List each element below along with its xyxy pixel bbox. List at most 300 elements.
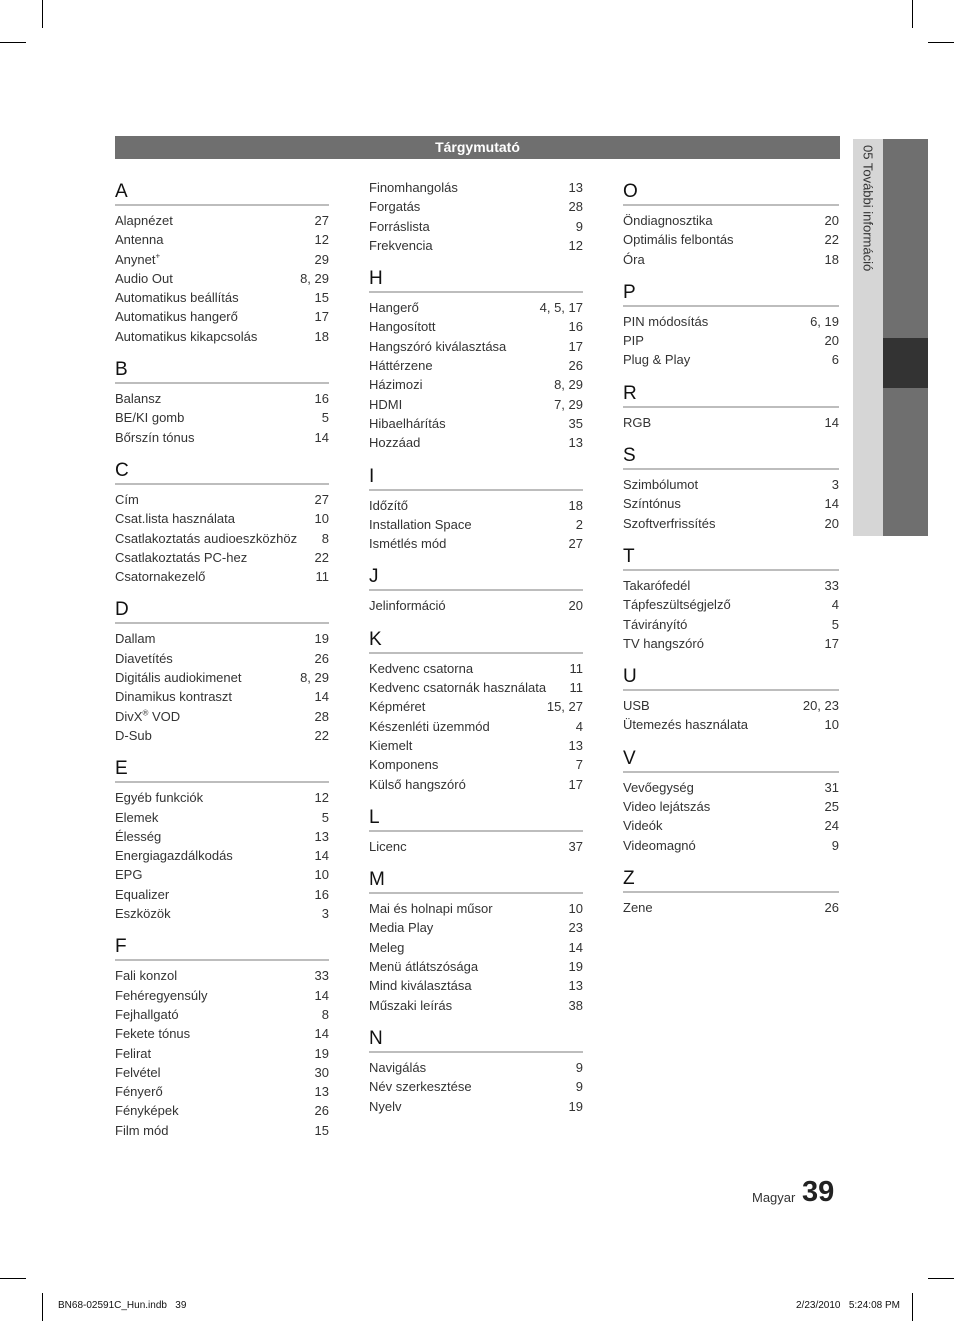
entry-term-text: RGB	[623, 414, 652, 430]
entry-term-text: Hangosított	[369, 319, 436, 335]
index-section	[369, 1027, 583, 1116]
entry-page: 11	[569, 660, 583, 676]
index-entry	[115, 649, 329, 668]
entry-term	[115, 250, 160, 269]
index-section	[115, 358, 329, 447]
entry-page: 14	[314, 848, 329, 864]
entry-page: 15, 27	[546, 699, 583, 715]
section-letter: K	[369, 628, 382, 650]
entry-term	[369, 976, 472, 995]
entry-term	[369, 736, 412, 755]
entry-term	[369, 217, 430, 236]
section-divider	[623, 204, 839, 206]
section-letter: T	[623, 545, 635, 567]
entry-term-text: Felirat	[115, 1045, 152, 1061]
section-letter: M	[369, 869, 385, 891]
index-entry	[115, 288, 329, 307]
index-column-1	[115, 178, 329, 1152]
entry-page: 17	[568, 776, 583, 792]
index-entry	[115, 865, 329, 884]
entry-superscript: ®	[142, 708, 149, 718]
entry-term-text: Elemek	[115, 809, 159, 825]
entry-page: 13	[568, 737, 583, 753]
entry-term	[369, 957, 478, 976]
entry-page: 2	[575, 516, 583, 532]
entry-term-text: Forgatás	[369, 199, 421, 215]
index-entry	[369, 356, 583, 375]
index-entry	[115, 490, 329, 509]
page-title: Tárgymutató	[115, 136, 840, 159]
entry-term	[369, 596, 446, 615]
index-entry	[623, 576, 839, 595]
index-entry	[369, 775, 583, 794]
crop-mark	[928, 1278, 954, 1279]
entry-page: 17	[824, 635, 839, 651]
entry-page: 3	[321, 906, 329, 922]
section-divider	[115, 204, 329, 206]
entry-term-text: Meleg	[369, 939, 405, 955]
index-entry	[369, 717, 583, 736]
entry-term	[115, 509, 235, 528]
entry-term	[623, 494, 681, 513]
entry-term	[115, 846, 233, 865]
section-letter: Z	[623, 867, 635, 889]
entry-page: 29	[314, 251, 329, 267]
entry-page: 6, 19	[810, 313, 839, 329]
entry-term-text: Jelinformáció	[369, 598, 446, 614]
entry-term	[623, 634, 704, 653]
print-slug-file: BN68-02591C_Hun.indb 39	[58, 1300, 187, 1311]
entry-page: 17	[314, 309, 329, 325]
crop-mark	[912, 1293, 913, 1321]
index-entry	[623, 898, 839, 917]
index-entry	[369, 957, 583, 976]
index-section	[623, 281, 839, 370]
entry-term	[369, 755, 438, 774]
index-entry	[623, 816, 839, 835]
entry-term	[623, 250, 645, 269]
entry-page: 14	[314, 987, 329, 1003]
section-divider	[369, 489, 583, 491]
entry-term-text: Balansz	[115, 391, 162, 407]
section-letter: B	[115, 359, 128, 381]
entry-page: 14	[568, 939, 583, 955]
entry-term-text: Fehéregyensúly	[115, 987, 208, 1003]
chapter-tab-marker	[883, 338, 928, 388]
entry-page: 8, 29	[554, 377, 583, 393]
index-entry	[115, 707, 329, 726]
entry-page: 19	[568, 1098, 583, 1114]
entry-term-text: PIP	[623, 333, 644, 349]
entry-page: 24	[824, 818, 839, 834]
entry-page: 31	[824, 779, 839, 795]
entry-term	[115, 986, 208, 1005]
entry-term-text: Mind kiválasztása	[369, 978, 472, 994]
index-entry	[623, 211, 839, 230]
index-entry	[369, 736, 583, 755]
entry-term	[115, 230, 163, 249]
index-entry	[369, 918, 583, 937]
entry-term-text: Videomagnó	[623, 837, 696, 853]
entry-page: 11	[315, 569, 329, 585]
entry-term-text: Ismétlés mód	[369, 536, 447, 552]
entry-term	[369, 918, 433, 937]
index-entry	[623, 696, 839, 715]
entry-page: 17	[568, 338, 583, 354]
entry-term-text: Installation Space	[369, 516, 472, 532]
section-divider	[623, 771, 839, 773]
entry-term	[115, 629, 155, 648]
entry-page: 14	[314, 689, 329, 705]
entry-term	[623, 696, 650, 715]
index-entry	[115, 808, 329, 827]
entry-page: 19	[314, 631, 329, 647]
entry-page: 33	[824, 577, 839, 593]
section-letter: D	[115, 599, 129, 621]
entry-term-text: Hangerő	[369, 300, 419, 316]
index-entry	[115, 904, 329, 923]
entry-term-text: Szimbólumot	[623, 477, 699, 493]
section-letter: E	[115, 758, 128, 780]
index-entry	[115, 687, 329, 706]
index-entry	[623, 331, 839, 350]
print-slug-date: 2/23/2010 5:24:08 PM	[796, 1300, 900, 1311]
entry-page: 22	[314, 727, 329, 743]
entry-term	[115, 1005, 179, 1024]
entry-term	[623, 312, 708, 331]
entry-term-text: Videók	[623, 818, 663, 834]
entry-term	[115, 1044, 151, 1063]
index-entry	[115, 269, 329, 288]
index-entry	[369, 596, 583, 615]
index-entry	[115, 629, 329, 648]
index-entry	[369, 515, 583, 534]
entry-term-suffix: VOD	[148, 708, 181, 724]
entry-term-text: Menü átlátszósága	[369, 959, 479, 975]
entry-page: 5	[321, 809, 329, 825]
index-entry	[369, 395, 583, 414]
index-entry	[115, 529, 329, 548]
entry-page: 10	[824, 717, 839, 733]
index-section	[369, 565, 583, 615]
section-letter: L	[369, 806, 380, 828]
entry-term	[369, 775, 466, 794]
index-entry	[369, 755, 583, 774]
entry-term-text: Takarófedél	[623, 577, 691, 593]
entry-term-text: Fényképek	[115, 1103, 179, 1119]
entry-term	[623, 230, 734, 249]
entry-term	[115, 567, 205, 586]
entry-term-text: Egyéb funkciók	[115, 790, 204, 806]
entry-page: 26	[314, 1103, 329, 1119]
index-entry	[623, 413, 839, 432]
entry-page: 10	[314, 867, 329, 883]
entry-term-text: Energiagazdálkodás	[115, 848, 233, 864]
section-letter: I	[369, 465, 375, 487]
section-letter: P	[623, 281, 636, 303]
entry-term	[369, 938, 404, 957]
index-entry	[369, 317, 583, 336]
entry-term-text: Frekvencia	[369, 237, 433, 253]
index-entry	[115, 211, 329, 230]
crop-mark	[0, 42, 26, 43]
entry-page: 20	[824, 333, 839, 349]
index-entry	[369, 236, 583, 255]
index-entry	[623, 634, 839, 653]
entry-term-text: Házimozi	[369, 377, 423, 393]
chapter-label: 05 További információ	[860, 145, 876, 272]
entry-page: 14	[824, 414, 839, 430]
entry-term	[369, 337, 506, 356]
entry-term-text: Csat.lista használata	[115, 511, 235, 527]
index-entry	[369, 217, 583, 236]
entry-page: 20	[568, 598, 583, 614]
entry-page: 22	[314, 549, 329, 565]
index-entry	[115, 567, 329, 586]
entry-term-text: Fali konzol	[115, 968, 178, 984]
entry-page: 22	[824, 232, 839, 248]
entry-page: 28	[314, 708, 329, 724]
entry-term	[115, 865, 142, 884]
entry-page: 27	[568, 536, 583, 552]
entry-term-text: Csatornakezelő	[115, 569, 206, 585]
index-entry	[115, 1082, 329, 1101]
entry-page: 19	[314, 1045, 329, 1061]
entry-term	[369, 1058, 426, 1077]
entry-term	[115, 1082, 163, 1101]
index-entry	[115, 1044, 329, 1063]
entry-term	[115, 548, 247, 567]
entry-term-text: Digitális audiokimenet	[115, 670, 242, 686]
crop-mark	[0, 1278, 26, 1279]
section-divider	[369, 1051, 583, 1053]
section-divider	[369, 830, 583, 832]
index-entry	[369, 976, 583, 995]
index-entry	[369, 899, 583, 918]
entry-term	[623, 778, 694, 797]
entry-page: 13	[568, 435, 583, 451]
entry-page: 33	[314, 968, 329, 984]
entry-term-text: USB	[623, 698, 650, 714]
entry-term	[369, 659, 473, 678]
index-entry	[369, 996, 583, 1015]
index-section	[369, 868, 583, 1015]
index-entry	[115, 726, 329, 745]
index-section	[623, 180, 839, 269]
entry-term	[369, 515, 472, 534]
index-entry	[115, 827, 329, 846]
entry-term	[115, 529, 297, 548]
entry-term	[369, 298, 419, 317]
index-entry	[369, 534, 583, 553]
index-section	[369, 178, 583, 255]
index-entry	[369, 496, 583, 515]
entry-term	[115, 307, 238, 326]
section-divider	[623, 468, 839, 470]
entry-term-text: Antenna	[115, 232, 164, 248]
index-entry	[369, 375, 583, 394]
entry-page: 13	[314, 1084, 329, 1100]
entry-term	[369, 496, 408, 515]
section-letter: H	[369, 268, 383, 290]
entry-term-text: Vevőegység	[623, 779, 694, 795]
entry-page: 15	[314, 1122, 329, 1138]
entry-page: 27	[314, 213, 329, 228]
entry-term-text: HDMI	[369, 396, 403, 412]
entry-term	[623, 331, 644, 350]
section-divider	[369, 652, 583, 654]
entry-superscript: +	[155, 251, 161, 261]
entry-term-text: D-Sub	[115, 727, 152, 743]
entry-term	[369, 697, 425, 716]
entry-term	[623, 350, 690, 369]
entry-page: 26	[824, 899, 839, 915]
entry-term	[623, 475, 698, 494]
index-entry	[623, 350, 839, 369]
entry-page: 10	[568, 901, 583, 917]
index-entry	[369, 197, 583, 216]
entry-term-text: Hibaelhárítás	[369, 415, 446, 431]
entry-term	[369, 996, 452, 1015]
entry-term	[369, 395, 402, 414]
index-entry	[369, 414, 583, 433]
index-entry	[623, 797, 839, 816]
entry-page: 23	[568, 920, 583, 936]
index-section	[115, 459, 329, 586]
crop-mark	[42, 1293, 43, 1321]
entry-term	[115, 726, 152, 745]
index-section	[369, 628, 583, 794]
section-divider	[623, 689, 839, 691]
section-divider	[115, 382, 329, 384]
entry-page: 12	[568, 237, 583, 253]
section-divider	[623, 305, 839, 307]
entry-term-text: Komponens	[369, 757, 439, 773]
index-entry	[115, 1121, 329, 1140]
entry-page: 28	[568, 199, 583, 215]
entry-page: 18	[568, 497, 583, 513]
index-entry	[115, 846, 329, 865]
index-entry	[369, 433, 583, 452]
entry-page: 4	[575, 718, 583, 734]
entry-term-text: Ütemezés használata	[623, 717, 749, 733]
index-section	[115, 757, 329, 923]
entry-page: 4	[831, 597, 839, 613]
entry-page: 7	[575, 757, 583, 773]
entry-page: 11	[569, 680, 583, 696]
entry-term	[369, 837, 407, 856]
entry-term	[623, 576, 690, 595]
entry-term-text: Eszközök	[115, 906, 171, 922]
entry-term-text: Automatikus beállítás	[115, 290, 239, 306]
entry-term	[115, 707, 180, 726]
index-section	[115, 935, 329, 1140]
entry-page: 20, 23	[802, 698, 839, 714]
entry-term	[623, 797, 710, 816]
entry-term	[115, 211, 173, 230]
index-entry	[623, 494, 839, 513]
index-entry	[115, 885, 329, 904]
entry-page: 5	[831, 616, 839, 632]
section-letter: U	[623, 666, 637, 688]
entry-term	[115, 885, 169, 904]
entry-term-text: DivX	[115, 708, 143, 724]
entry-page: 30	[314, 1064, 329, 1080]
index-section	[623, 665, 839, 735]
index-entry	[115, 428, 329, 447]
index-section	[623, 545, 839, 653]
entry-page: 9	[575, 218, 583, 234]
index-entry	[115, 548, 329, 567]
entry-term-text: Automatikus hangerő	[115, 309, 238, 325]
index-entry	[623, 514, 839, 533]
section-letter: O	[623, 181, 638, 202]
entry-term-text: Audio Out	[115, 270, 173, 286]
entry-page: 37	[568, 838, 583, 854]
entry-term-text: Media Play	[369, 920, 434, 936]
section-divider	[369, 589, 583, 591]
entry-term	[115, 668, 241, 687]
entry-page: 9	[575, 1059, 583, 1075]
entry-term-text: Optimális felbontás	[623, 232, 734, 248]
entry-term	[115, 788, 203, 807]
entry-page: 18	[314, 328, 329, 344]
entry-term	[623, 898, 653, 917]
entry-term	[115, 808, 158, 827]
index-entry	[115, 327, 329, 346]
entry-term-text: Háttérzene	[369, 358, 433, 374]
entry-page: 38	[568, 997, 583, 1013]
entry-term-text: Fényerő	[115, 1084, 163, 1100]
entry-page: 20	[824, 515, 839, 531]
section-letter: R	[623, 382, 637, 404]
entry-term	[115, 389, 161, 408]
index-entry	[115, 389, 329, 408]
entry-page: 8, 29	[300, 670, 329, 686]
section-letter: A	[115, 181, 128, 202]
entry-term	[115, 1024, 190, 1043]
index-entry	[369, 178, 583, 197]
index-entry	[369, 1097, 583, 1116]
entry-term-text: Fekete tónus	[115, 1026, 191, 1042]
entry-page: 13	[314, 828, 329, 844]
entry-term-text: EPG	[115, 867, 143, 883]
index-entry	[369, 678, 583, 697]
index-entry	[115, 1101, 329, 1120]
entry-page: 16	[314, 391, 329, 407]
index-entry	[115, 1005, 329, 1024]
entry-term-text: TV hangszóró	[623, 635, 704, 651]
entry-term	[369, 534, 446, 553]
index-column-3	[623, 178, 839, 929]
entry-term-text: Külső hangszóró	[369, 776, 466, 792]
entry-term	[369, 899, 493, 918]
index-entry	[623, 778, 839, 797]
entry-term	[115, 428, 195, 447]
entry-page: 20	[824, 213, 839, 228]
index-entry	[115, 230, 329, 249]
entry-term-text: Bőrszín tónus	[115, 429, 195, 445]
entry-term-text: Alapnézet	[115, 213, 173, 228]
section-divider	[115, 483, 329, 485]
entry-term-text: Navigálás	[369, 1059, 427, 1075]
entry-term-text: Fejhallgató	[115, 1006, 179, 1022]
entry-term	[369, 414, 446, 433]
page-number: 39	[802, 1176, 835, 1208]
entry-term	[115, 288, 239, 307]
entry-term-text: Szoftverfrissítés	[623, 515, 716, 531]
entry-term-text: Csatlakoztatás audioeszközhöz	[115, 530, 298, 546]
